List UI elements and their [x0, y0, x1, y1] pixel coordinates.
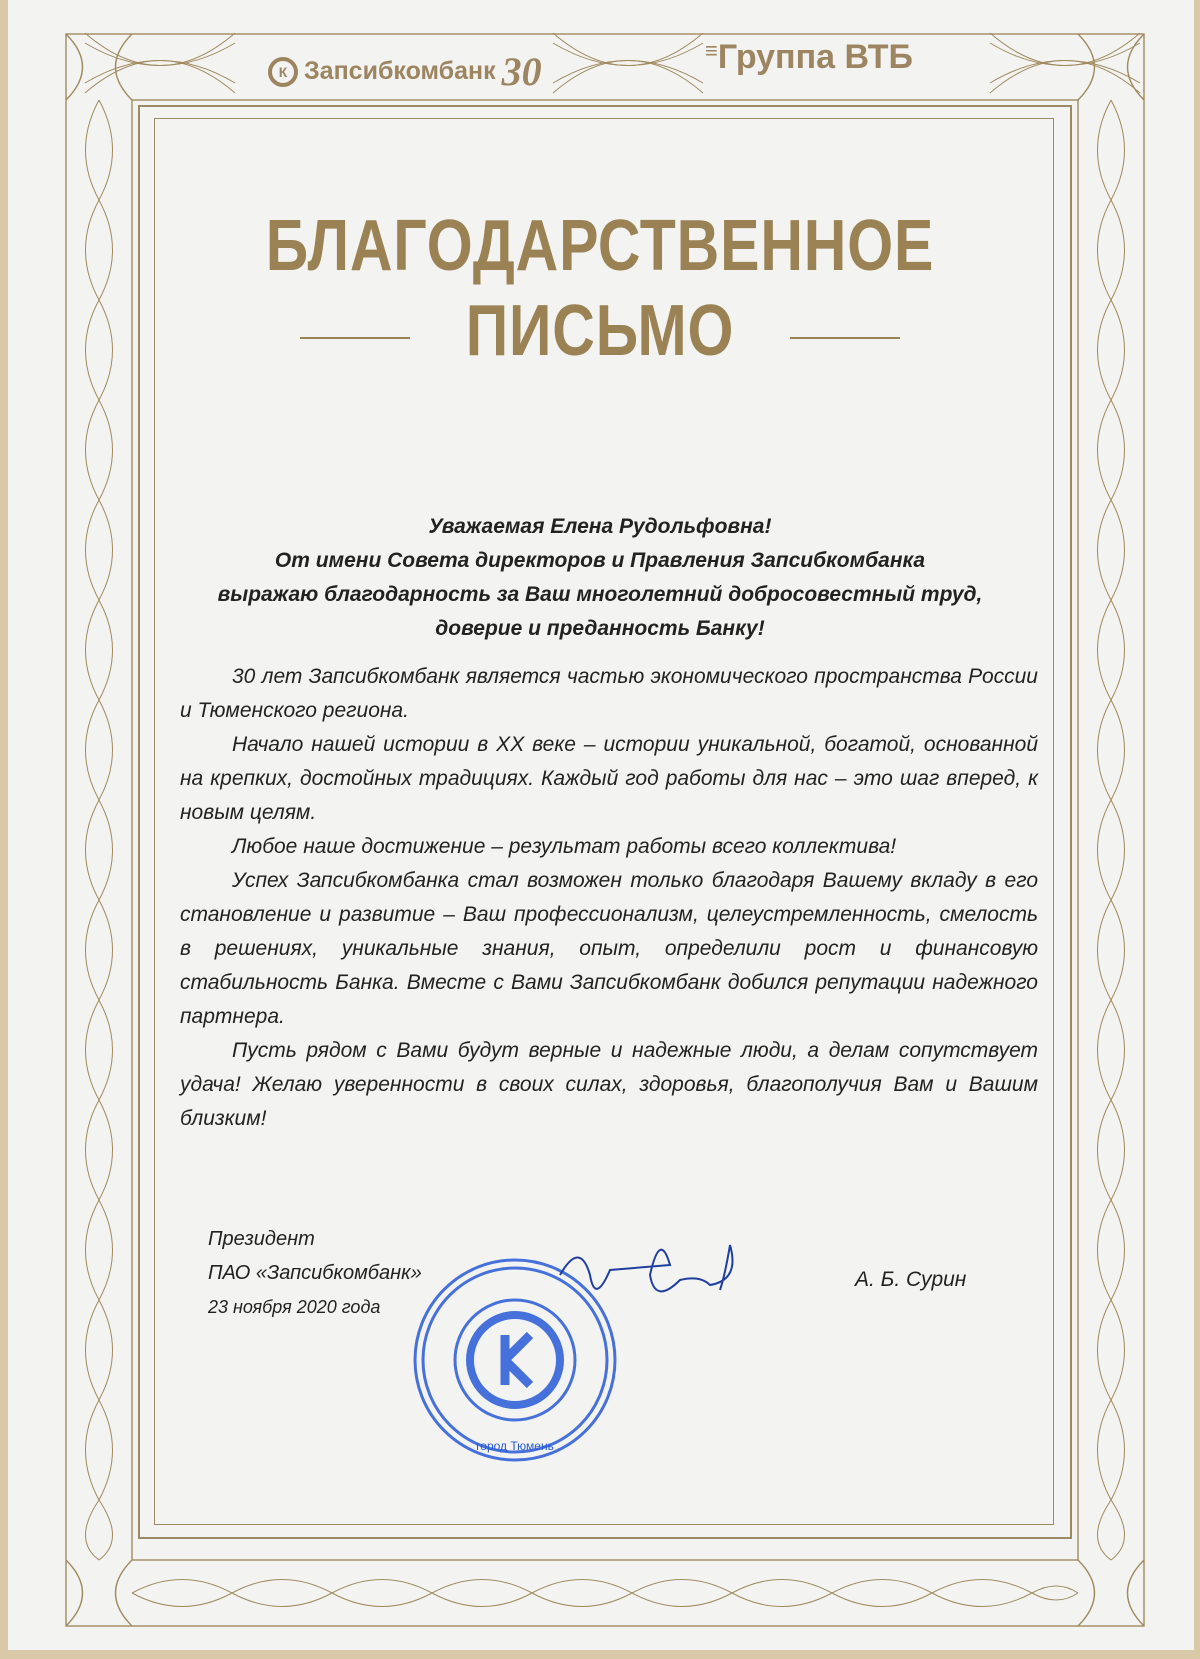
body-paragraph: 30 лет Запсибкомбанк является частью экономического пространства России и Тюменского региона. [180, 665, 1038, 722]
stamp-city: город Тюмень [476, 1439, 554, 1453]
greeting-line: доверие и преданность Банку! [435, 617, 765, 640]
handwritten-signature [550, 1235, 770, 1315]
signature-block [208, 1222, 422, 1324]
signatory-position: Президент [208, 1228, 315, 1250]
corner-ornament-icon [985, 28, 1145, 98]
bank-logo [268, 48, 542, 95]
signatory-name: А. Б. Сурин [855, 1268, 967, 1291]
anniversary-number: 30 [501, 49, 542, 94]
title-line-2: ПИСЬМО [465, 291, 735, 371]
letter-date: 23 ноября 2020 года [208, 1297, 381, 1317]
group-logo [705, 38, 913, 77]
corner-ornament-icon [80, 28, 240, 98]
group-logo-text: Группа ВТБ [717, 38, 913, 76]
bank-logo-text: Запсибкомбанк [304, 57, 496, 85]
title-divider-left [300, 337, 410, 339]
greeting-line: выражаю благодарность за Ваш многолетний добросовестный труд, [217, 583, 983, 606]
title-line-1: БЛАГОДАРСТВЕННОЕ [265, 206, 935, 286]
vtb-stripes-icon: ≡ [705, 38, 718, 63]
greeting-block [170, 510, 1030, 646]
center-ornament-icon [548, 28, 708, 98]
body-paragraph: Успех Запсибкомбанка стал возможен только благодаря Вашему вкладу в его становление и развитие – Ваш профессионализм, целеустремленность, смелость в решениях, уникальные знания, опыт, определили рост и финансовую стабильность Банка. Вместе с Вами Запсибкомбанк добился репутации надежного партнера. [180, 869, 1038, 1028]
greeting-line: Уважаемая Елена Рудольфовна! [428, 515, 772, 538]
letter-body [180, 660, 1038, 1136]
body-paragraph: Начало нашей истории в XX веке – истории уникальной, богатой, основанной на крепких, достойных традициях. Каждый год работы для нас – это шаг вперед, к новым целям. [180, 733, 1038, 824]
body-paragraph: Любое наше достижение – результат работы всего коллектива! [232, 835, 897, 858]
signatory-organization: ПАО «Запсибкомбанк» [208, 1262, 422, 1284]
title-divider-right [790, 337, 900, 339]
body-paragraph: Пусть рядом с Вами будут верные и надежные люди, а делам сопутствует удача! Желаю уверенности в своих силах, здоровья, благополучия Вам и Вашим близким! [180, 1039, 1038, 1130]
greeting-line: От имени Совета директоров и Правления Запсибкомбанка [274, 549, 926, 572]
bank-emblem-icon: К [268, 57, 298, 87]
